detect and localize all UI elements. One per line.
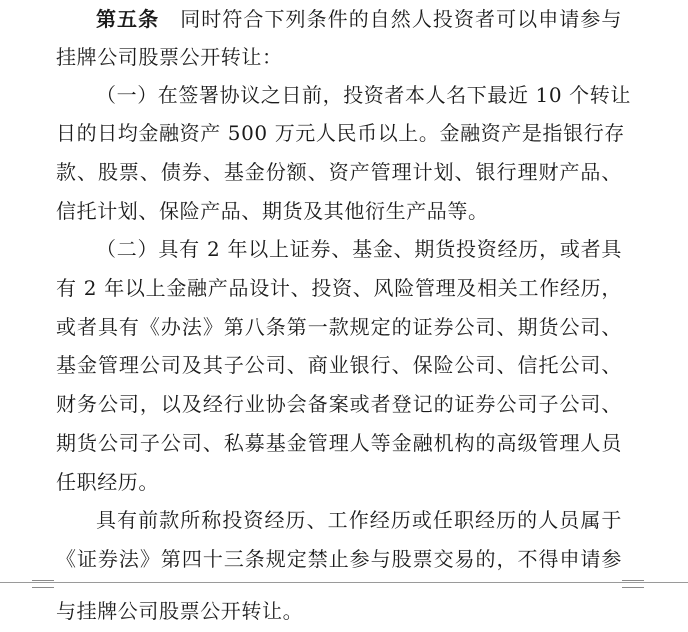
page-break-rule [0,582,688,583]
item-1-line-3: 款、股票、债券、基金份额、资产管理计划、银行理财产品、 [56,160,622,184]
page-break-marker-right [622,580,644,588]
item-2-line-5: 财务公司，以及经行业协会备案或者登记的证券公司子公司、 [56,392,622,416]
article-first-line [96,6,622,32]
item-1-line-4: 信托计划、保险产品、期货及其他衍生产品等。 [56,199,489,223]
article-heading: 第五条 [96,7,160,31]
article-intro-text: 同时符合下列条件的自然人投资者可以申请参与 [179,7,622,31]
item-2-line-1: （二）具有 2 年以上证券、基金、期货投资经历，或者具 [96,237,622,261]
page-break-separator [0,580,688,590]
closing-line-3: 与挂牌公司股票公开转让。 [56,599,304,623]
item-2-line-3: 或者具有《办法》第八条第一款规定的证券公司、期货公司、 [56,315,622,339]
page-break-marker-left [32,580,54,588]
closing-line-1: 具有前款所称投资经历、工作经历或任职经历的人员属于 [96,508,622,532]
item-2-line-6: 期货公司子公司、私募基金管理人等金融机构的高级管理人员 [56,431,622,455]
item-1-line-1: （一）在签署协议之日前，投资者本人名下最近 10 个转让 [96,83,631,107]
item-2-line-7: 任职经历。 [56,470,159,494]
item-2-line-2: 有 2 年以上金融产品设计、投资、风险管理及相关工作经历， [56,276,622,300]
article-intro-line-2: 挂牌公司股票公开转让： [56,45,283,69]
item-1-line-2: 日的日均金融资产 500 万元人民币以上。金融资产是指银行存 [56,121,625,145]
closing-line-2: 《证券法》第四十三条规定禁止参与股票交易的，不得申请参 [56,547,622,571]
item-2-line-4: 基金管理公司及其子公司、商业银行、保险公司、信托公司、 [56,353,622,377]
